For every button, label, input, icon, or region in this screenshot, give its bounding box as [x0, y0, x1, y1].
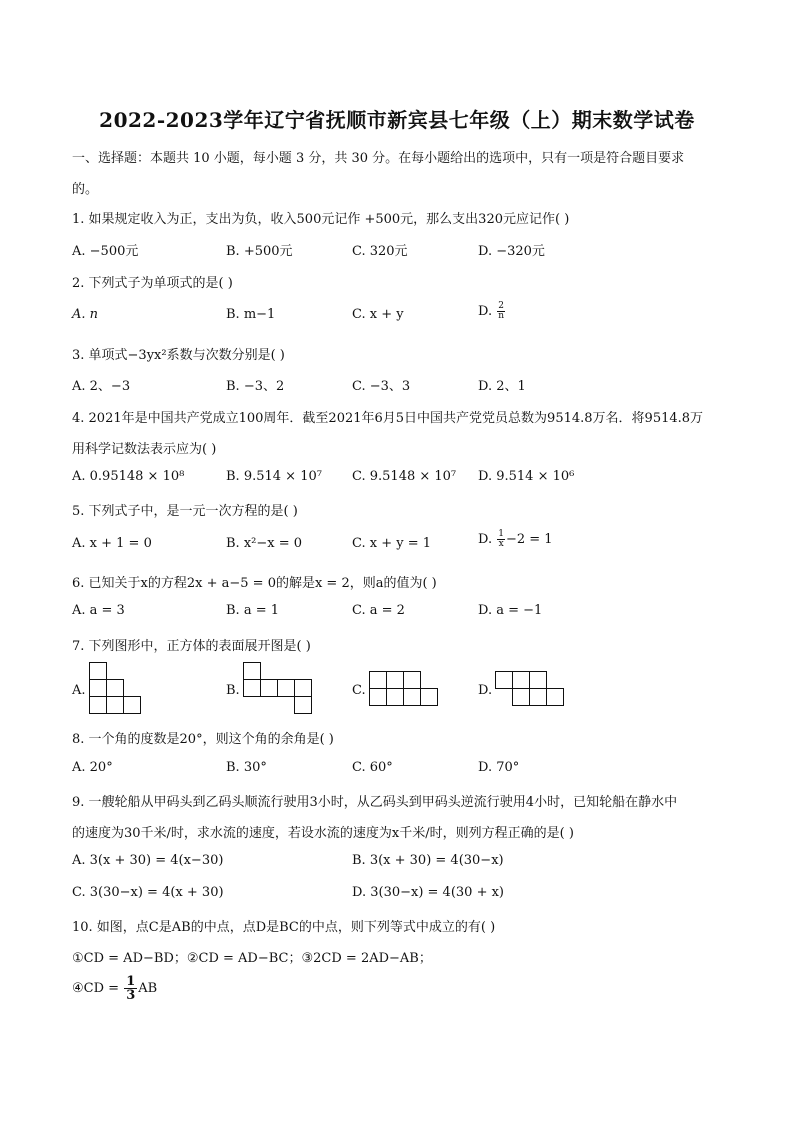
question-4-option-a[interactable]: A. 0.95148 × 10⁸ — [72, 469, 185, 484]
fraction-denominator: n — [498, 311, 504, 321]
question-5-stem: 5. 下列式子中，是一元一次方程的是( ) — [72, 504, 298, 519]
question-5-option-a[interactable]: A. x + 1 = 0 — [72, 536, 152, 551]
question-3-option-b[interactable]: B. −3、2 — [226, 379, 285, 394]
question-4-option-d[interactable]: D. 9.514 × 10⁶ — [478, 469, 575, 484]
question-9-option-a[interactable]: A. 3(x + 30) = 4(x−30) — [72, 853, 224, 868]
question-10-statement-4 — [72, 975, 157, 1002]
question-2-option-b[interactable]: B. m−1 — [226, 307, 276, 322]
question-5-option-d-label: D. — [478, 532, 493, 547]
question-2-option-d-label: D. — [478, 304, 493, 319]
statement-4-prefix: ④CD = — [72, 981, 124, 996]
question-7-option-a[interactable]: A. — [72, 683, 86, 698]
question-4-stem: 4. 2021年是中国共产党成立100周年．截至2021年6月5日中国共产党党员总数为9514.8万名．将9514.8万 — [72, 411, 704, 426]
fraction-numerator: 1 — [498, 529, 504, 539]
question-7-stem: 7. 下列图形中，正方体的表面展开图是( ) — [72, 639, 311, 654]
question-8-option-c[interactable]: C. 60° — [352, 760, 393, 775]
question-1-stem: 1. 如果规定收入为正，支出为负，收入500元记作 +500元，那么支出320元应记作( ) — [72, 212, 570, 227]
question-9-stem: 9. 一艘轮船从甲码头到乙码头顺流行驶用3小时，从乙码头到甲码头逆流行驶用4小时，已知轮船在静水中 — [72, 795, 678, 810]
question-3-option-d[interactable]: D. 2、1 — [478, 379, 526, 394]
fraction — [497, 302, 505, 321]
question-4-stem-cont: 用科学记数法表示应为( ) — [72, 442, 217, 457]
question-9-stem-cont: 的速度为30千米/时，求水流的速度，若设水流的速度为x千米/时，则列方程正确的是( ) — [72, 826, 574, 841]
question-2-stem: 2. 下列式子为单项式的是( ) — [72, 276, 233, 291]
question-5-option-d[interactable] — [478, 530, 553, 549]
question-6-option-d[interactable]: D. a = −1 — [478, 603, 543, 618]
fraction — [497, 530, 505, 549]
question-2-option-c[interactable]: C. x + y — [352, 307, 404, 322]
question-9-option-c[interactable]: C. 3(30−x) = 4(x + 30) — [72, 885, 224, 900]
question-8-option-a[interactable]: A. 20° — [72, 760, 113, 775]
question-7-option-b[interactable]: B. — [226, 683, 240, 698]
question-6-option-c[interactable]: C. a = 2 — [352, 603, 405, 618]
question-5-option-c[interactable]: C. x + y = 1 — [352, 536, 432, 551]
page-title: 2022-2023学年辽宁省抚顺市新宾县七年级（上）期末数学试卷 — [99, 108, 695, 132]
question-4-option-b[interactable]: B. 9.514 × 10⁷ — [226, 469, 322, 484]
question-8-option-d[interactable]: D. 70° — [478, 760, 520, 775]
question-5-option-b[interactable]: B. x²−x = 0 — [226, 536, 303, 551]
question-6-option-a[interactable]: A. a = 3 — [72, 603, 125, 618]
question-6-option-b[interactable]: B. a = 1 — [226, 603, 279, 618]
question-1-option-c[interactable]: C. 320元 — [352, 244, 408, 259]
question-10-stem: 10. 如图，点C是AB的中点，点D是BC的中点，则下列等式中成立的有( ) — [72, 920, 496, 935]
question-8-stem: 8. 一个角的度数是20°，则这个角的余角是( ) — [72, 732, 334, 747]
question-3-option-c[interactable]: C. −3、3 — [352, 379, 411, 394]
question-4-option-c[interactable]: C. 9.5148 × 10⁷ — [352, 469, 457, 484]
section-instruction-cont: 的。 — [72, 182, 99, 197]
question-3-option-a[interactable]: A. 2、−3 — [72, 379, 131, 394]
question-9-option-b[interactable]: B. 3(x + 30) = 4(30−x) — [352, 853, 504, 868]
fraction — [124, 975, 137, 1002]
question-1-option-a[interactable]: A. −500元 — [72, 244, 139, 259]
fraction-numerator: 1 — [126, 974, 136, 989]
question-2-option-a[interactable]: A. n — [72, 307, 99, 322]
question-1-option-d[interactable]: D. −320元 — [478, 244, 545, 259]
question-2-option-d[interactable] — [478, 302, 506, 321]
equation-rest: −2 = 1 — [505, 532, 553, 547]
question-6-stem: 6. 已知关于x的方程2x + a−5 = 0的解是x = 2，则a的值为( ) — [72, 576, 437, 591]
question-8-option-b[interactable]: B. 30° — [226, 760, 267, 775]
question-10-statements: ①CD = AD−BD；②CD = AD−BC；③2CD = 2AD−AB； — [72, 951, 432, 966]
section-instruction: 一、选择题：本题共 10 小题，每小题 3 分，共 30 分。在每小题给出的选项中，只有一项是符合题目要求 — [72, 151, 685, 166]
fraction-numerator: 2 — [498, 301, 504, 311]
question-9-option-d[interactable]: D. 3(30−x) = 4(30 + x) — [352, 885, 505, 900]
fraction-denominator: x — [498, 539, 504, 549]
fraction-denominator: 3 — [126, 988, 136, 1003]
question-7-option-d[interactable]: D. — [478, 683, 493, 698]
question-7-option-c[interactable]: C. — [352, 683, 366, 698]
question-3-stem: 3. 单项式−3yx²系数与次数分别是( ) — [72, 348, 285, 363]
question-1-option-b[interactable]: B. +500元 — [226, 244, 293, 259]
statement-4-suffix: AB — [138, 981, 158, 996]
